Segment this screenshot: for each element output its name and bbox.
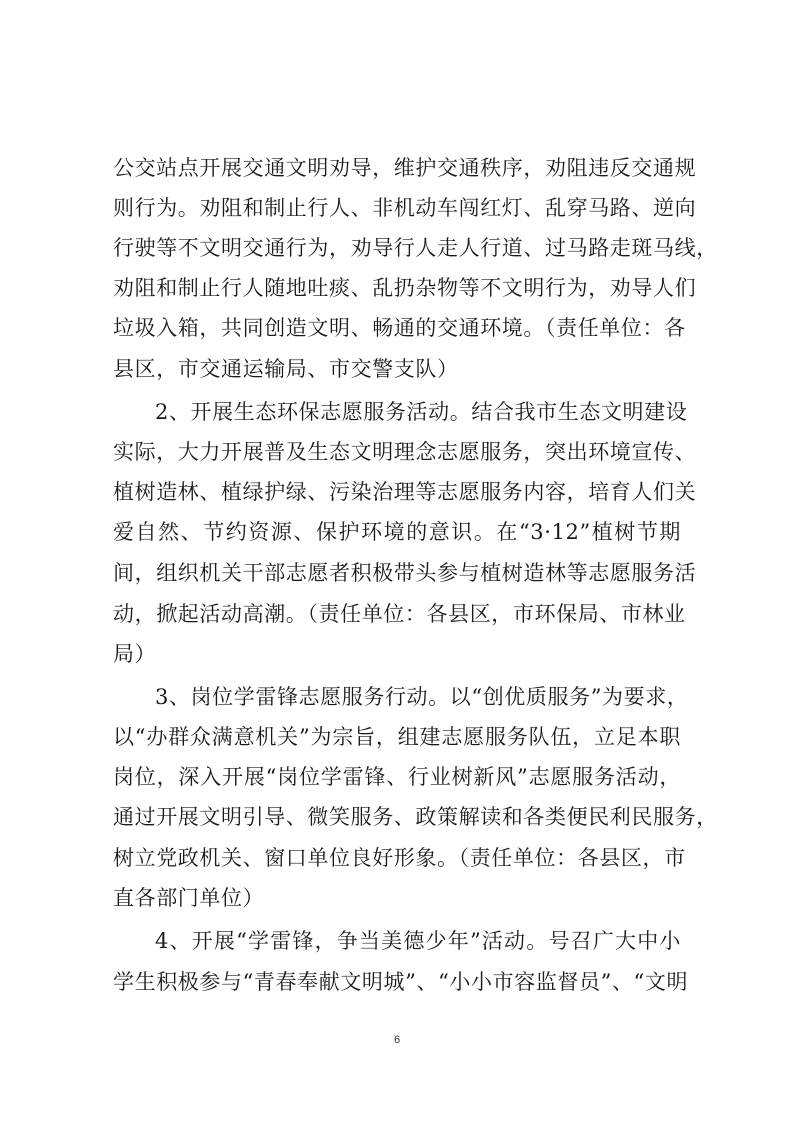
text-line: 垃圾入箱，共同创造文明、畅通的交通环境。（责任单位：各 bbox=[113, 316, 686, 340]
paragraph-start-line: 2、开展生态环保志愿服务活动。结合我市生态文明建设 bbox=[155, 400, 688, 424]
paragraph-start-line: 4、开展“学雷锋，争当美德少年”活动。号召广大中小 bbox=[155, 929, 681, 953]
text-line: 实际，大力开展普及生态文明理念志愿服务，突出环境宣传、 bbox=[113, 440, 697, 464]
text-line: 动，掀起活动高潮。（责任单位：各县区，市环保局、市林业 bbox=[113, 602, 686, 626]
text-line: 局） bbox=[113, 642, 157, 666]
text-line: 爱自然、节约资源、保护环境的意识。在“3·12”植树节期 bbox=[113, 520, 681, 544]
text-line: 以“办群众满意机关”为宗旨，组建志愿服务队伍，立足本职 bbox=[113, 725, 681, 749]
text-line: 通过开展文明引导、微笑服务、政策解读和各类便民利民服务， bbox=[113, 805, 718, 829]
page-number: 6 bbox=[393, 1034, 401, 1046]
text-line: 树立党政机关、窗口单位良好形象。（责任单位：各县区，市 bbox=[113, 846, 686, 870]
paragraph-start-line: 3、岗位学雷锋志愿服务行动。以“创优质服务”为要求， bbox=[155, 685, 689, 709]
text-line: 行驶等不文明交通行为，劝导行人走人行道、过马路走斑马线， bbox=[113, 236, 718, 260]
text-line: 公交站点开展交通文明劝导，维护交通秩序，劝阻违反交通规 bbox=[113, 156, 697, 180]
text-line: 植树造林、植绿护绿、污染治理等志愿服务内容，培育人们关 bbox=[113, 480, 697, 504]
text-line: 劝阻和制止行人随地吐痰、乱扔杂物等不文明行为，劝导人们 bbox=[113, 276, 697, 300]
text-line: 岗位，深入开展“岗位学雷锋、行业树新风”志愿服务活动， bbox=[113, 765, 681, 789]
text-line: 间，组织机关干部志愿者积极带头参与植树造林等志愿服务活 bbox=[113, 561, 697, 585]
text-line: 则行为。劝阻和制止行人、非机动车闯红灯、乱穿马路、逆向 bbox=[113, 196, 697, 220]
text-line: 直各部门单位） bbox=[113, 886, 265, 910]
text-line: 学生积极参与“青春奉献文明城”、“小小市容监督员”、“文明 bbox=[113, 970, 689, 994]
text-line: 县区，市交通运输局、市交警支队） bbox=[113, 357, 459, 381]
